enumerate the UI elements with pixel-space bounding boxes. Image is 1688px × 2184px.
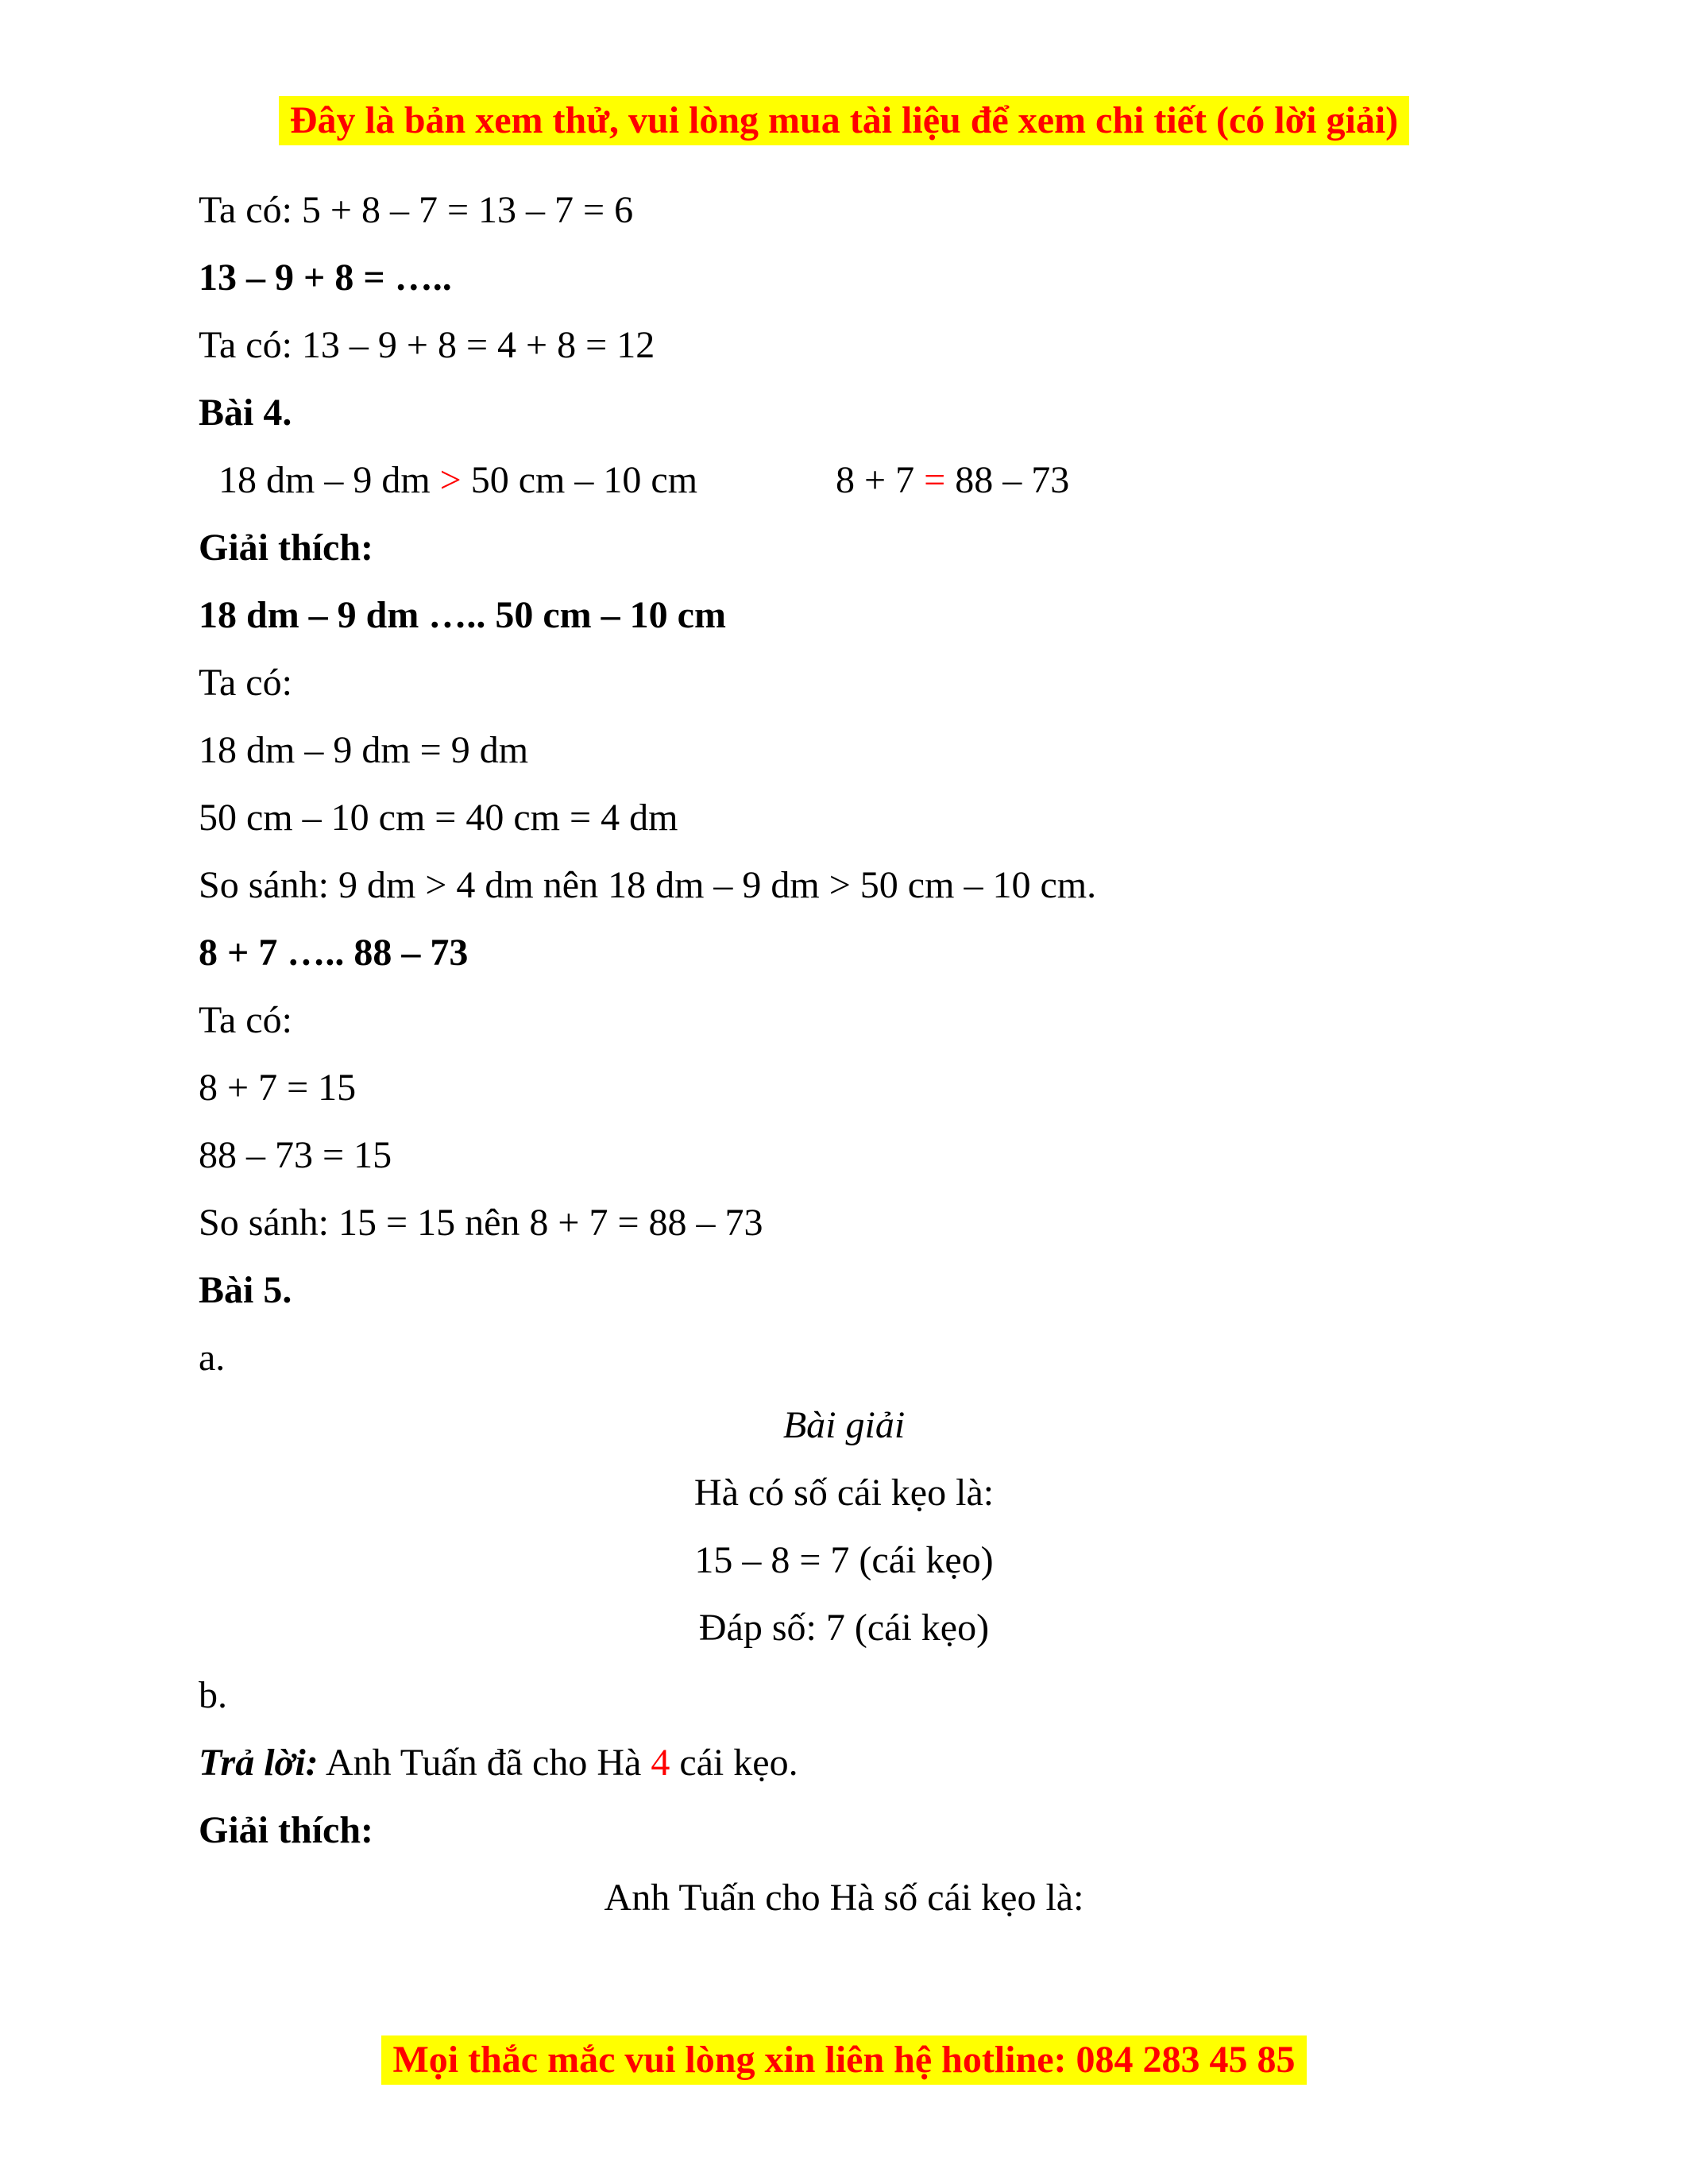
solution-title: Bài giải bbox=[782, 1404, 906, 1446]
line-comparison-pair bbox=[199, 446, 1489, 514]
comparison-right-expression-a: 8 + 7 bbox=[836, 459, 915, 501]
line-calc-4: 88 – 73 = 15 bbox=[199, 1134, 392, 1176]
heading-giai-thich-2: Giải thích: bbox=[199, 1809, 374, 1851]
solution-line-3: Đáp số: 7 (cái kẹo) bbox=[698, 1607, 990, 1649]
document-body bbox=[0, 176, 1688, 1931]
answer-label: Trả lời: bbox=[199, 1742, 319, 1784]
heading-bai-4: Bài 4. bbox=[199, 392, 292, 434]
comparison-right-expression-b: 88 – 73 bbox=[955, 459, 1070, 501]
heading-giai-thich-1: Giải thích: bbox=[199, 527, 374, 569]
item-label-b: b. bbox=[199, 1674, 227, 1716]
line-calc-1: 18 dm – 9 dm = 9 dm bbox=[199, 729, 529, 771]
explain-line: Anh Tuấn cho Hà số cái kẹo là: bbox=[604, 1877, 1084, 1919]
answer-line bbox=[199, 1729, 1489, 1796]
line-taco-3: Ta có: bbox=[199, 662, 292, 704]
comparison-operator-2: = bbox=[924, 459, 946, 501]
answer-text-before: Anh Tuấn đã cho Hà bbox=[326, 1742, 642, 1784]
line-taco-2: Ta có: 13 – 9 + 8 = 4 + 8 = 12 bbox=[199, 324, 655, 366]
comparison-mid-expression: 50 cm – 10 cm bbox=[470, 459, 698, 501]
answer-value: 4 bbox=[651, 1742, 670, 1784]
heading-bai-5: Bài 5. bbox=[199, 1269, 292, 1311]
solution-line-1: Hà có số cái kẹo là: bbox=[693, 1472, 995, 1514]
subheading-compare-2: 8 + 7 ….. 88 – 73 bbox=[199, 932, 469, 974]
solution-line-2: 15 – 8 = 7 (cái kẹo) bbox=[694, 1539, 994, 1581]
answer-text-after: cái kẹo. bbox=[679, 1742, 798, 1784]
line-taco-1: Ta có: 5 + 8 – 7 = 13 – 7 = 6 bbox=[199, 189, 634, 231]
preview-notice-banner bbox=[0, 0, 1688, 145]
hotline-notice-banner bbox=[0, 2035, 1688, 2085]
subheading-compare-1: 18 dm – 9 dm ….. 50 cm – 10 cm bbox=[199, 594, 726, 636]
line-compare-conclusion-2: So sánh: 15 = 15 nên 8 + 7 = 88 – 73 bbox=[199, 1202, 763, 1244]
preview-notice-text: Đây là bản xem thử, vui lòng mua tài liệu để xem chi tiết (có lời giải) bbox=[279, 96, 1409, 145]
hotline-notice-text: Mọi thắc mắc vui lòng xin liên hệ hotline: 084 283 45 85 bbox=[381, 2035, 1306, 2085]
line-calc-3: 8 + 7 = 15 bbox=[199, 1067, 357, 1109]
item-label-a: a. bbox=[199, 1337, 226, 1379]
comparison-left-expression: 18 dm – 9 dm bbox=[218, 459, 431, 501]
line-compare-conclusion-1: So sánh: 9 dm > 4 dm nên 18 dm – 9 dm > 50 cm – 10 cm. bbox=[199, 864, 1097, 906]
line-calc-2: 50 cm – 10 cm = 40 cm = 4 dm bbox=[199, 797, 678, 839]
comparison-operator-1: > bbox=[439, 459, 462, 501]
line-problem-13-9-8: 13 – 9 + 8 = ….. bbox=[199, 257, 452, 299]
line-taco-4: Ta có: bbox=[199, 999, 292, 1041]
